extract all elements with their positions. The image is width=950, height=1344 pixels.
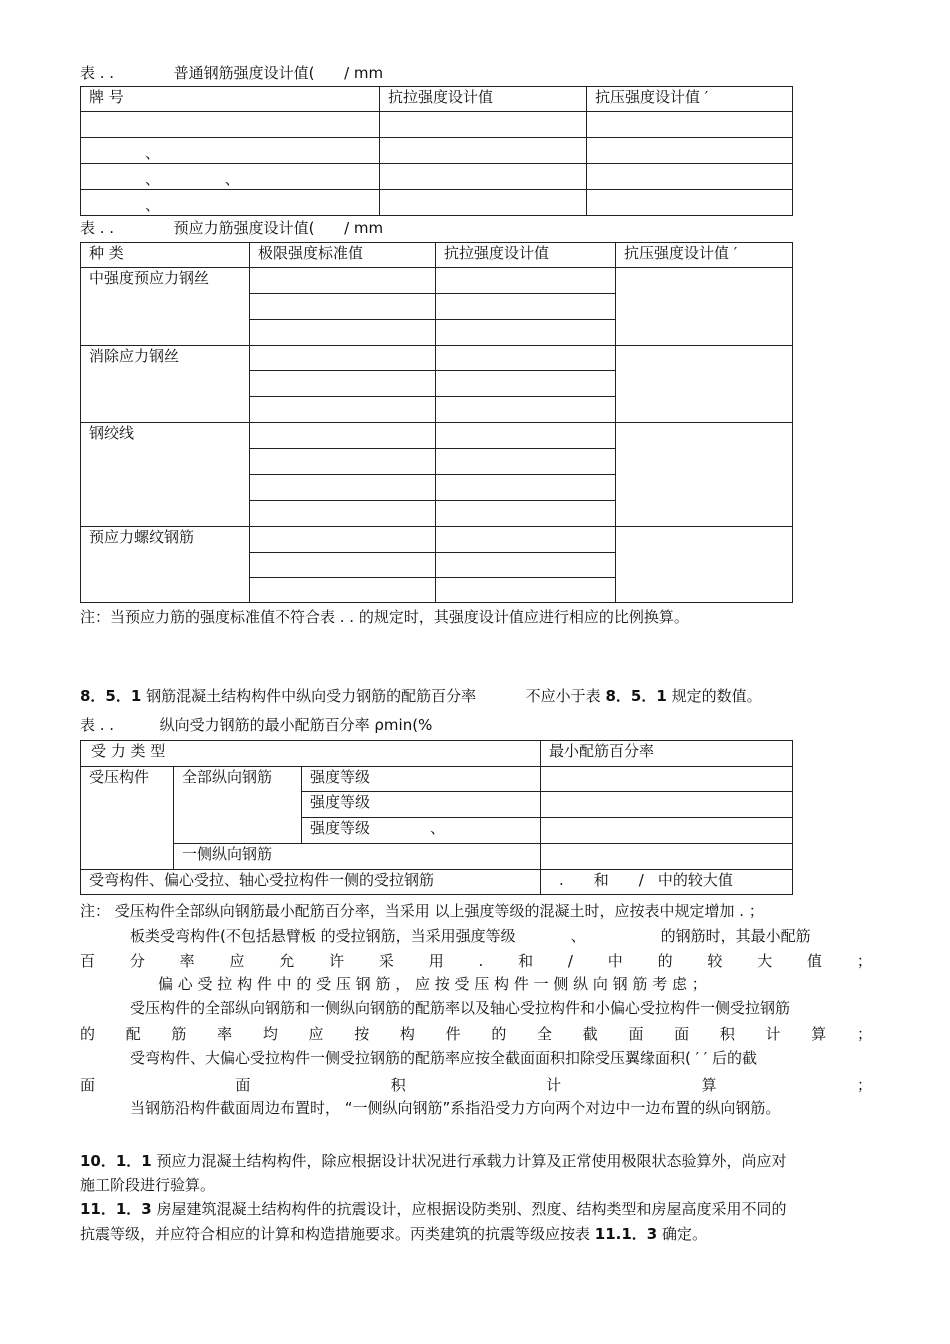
table2-caption-title: 预应力筋强度设计值( [173, 219, 315, 237]
section-1113-number: 11．1．3 [80, 1200, 152, 1218]
table-cell [250, 320, 436, 346]
note-char: / [567, 952, 573, 970]
note-3 [80, 949, 872, 974]
note-char: 全 [537, 1025, 553, 1043]
note-char: 的 [80, 1025, 96, 1043]
table-cell [380, 112, 587, 138]
note-char: 面 [80, 1076, 96, 1094]
table-cell: 、 、 [81, 164, 380, 190]
table3-grade3-label: 强度等级 [310, 819, 371, 837]
table-cell [541, 792, 793, 818]
section-851-text3: 规定的数值。 [671, 687, 762, 705]
table-cell [250, 423, 436, 449]
section-1113 [80, 1200, 787, 1218]
table2-group-label: 消除应力钢丝 [81, 346, 250, 423]
table-cell [380, 138, 587, 164]
note-char: ； [856, 1076, 872, 1094]
note-char: 和 [518, 952, 534, 970]
table3-header-value: 最小配筋百分率 [541, 741, 793, 767]
table3-all-longitudinal-label: 全部纵向钢筋 [174, 767, 302, 844]
note-char: 许 [329, 952, 345, 970]
table3-compression-label: 受压构件 [81, 767, 174, 870]
table-cell [250, 553, 436, 578]
table-cell [587, 138, 793, 164]
note-6 [80, 1022, 872, 1047]
table2-group-label: 钢绞线 [81, 423, 250, 527]
note-1: 注： 受压构件全部纵向钢筋最小配筋百分率，当采用 以上强度等级的混凝土时，应按表中规定增加 . ； [80, 902, 764, 920]
table-cell [616, 268, 793, 346]
table-cell [250, 397, 436, 423]
table-cell [250, 449, 436, 475]
table-cell [587, 112, 793, 138]
section-851-number: 8．5．1 [80, 687, 142, 705]
note-char: ； [856, 1025, 872, 1043]
section-1113-ref: 11.1．3 [594, 1225, 658, 1243]
section-1011 [80, 1152, 787, 1170]
section-1113-line2 [80, 1225, 707, 1243]
note-char: 计 [546, 1076, 562, 1094]
note-char: 允 [279, 952, 295, 970]
note-char: 采 [378, 952, 394, 970]
table2-group-label: 预应力螺纹钢筋 [81, 527, 250, 603]
note-char: 率 [217, 1025, 233, 1043]
note-char: 按 [354, 1025, 370, 1043]
table1-header-compressive: 抗压强度设计值 ′ [587, 87, 793, 112]
table-cell [616, 527, 793, 603]
table1-caption-unit: / mm [344, 64, 384, 82]
section-1011-text: 预应力混凝土结构构件，除应根据设计状况进行承载力计算及正常使用极限状态验算外，尚应对 [156, 1152, 787, 1170]
table-cell [587, 190, 793, 216]
note-2a: 板类受弯构件(不包括悬臂板 的受拉钢筋，当采用强度等级 [130, 927, 516, 945]
table3-caption-title: 纵向受力钢筋的最小配筋百分率 ρmin(% [159, 716, 433, 734]
note-char: 积 [390, 1076, 406, 1094]
note-char: 构 [399, 1025, 415, 1043]
table-cell [436, 346, 616, 371]
note-char: 均 [262, 1025, 278, 1043]
note-char: 面 [674, 1025, 690, 1043]
table3-flexural-value [541, 870, 793, 895]
table1-header-grade: 牌 号 [81, 87, 380, 112]
note-char: 大 [757, 952, 773, 970]
note-char: 的 [491, 1025, 507, 1043]
table-cell [250, 501, 436, 527]
note-4: 偏 心 受 拉 构 件 中 的 受 压 钢 筋 ， 应 按 受 压 构 件 一 侧 纵 向 钢 筋 考 虑 ； [158, 975, 707, 993]
table-cell [616, 423, 793, 527]
table-cell [587, 164, 793, 190]
table-cell [436, 397, 616, 423]
section-1113-text2a: 抗震等级，并应符合相应的计算和构造措施要求。丙类建筑的抗震等级应按表 [80, 1225, 591, 1243]
table-cell: 、 [81, 190, 380, 216]
table3-grade3-mark: 、 [430, 819, 446, 837]
note-char: 分 [129, 952, 145, 970]
table1-caption-title: 普通钢筋强度设计值( [173, 64, 315, 82]
note-char: 面 [235, 1076, 251, 1094]
note-char: . [478, 952, 484, 970]
table-cell [436, 449, 616, 475]
table2-note: 注：当预应力筋的强度标准值不符合表 . . 的规定时，其强度设计值应进行相应的比例换算。 [80, 608, 689, 626]
table-cell [616, 346, 793, 423]
section-851-text2: 不应小于表 [525, 687, 601, 705]
table-cell [380, 164, 587, 190]
section-1113-text2b: 确定。 [662, 1225, 708, 1243]
note-2c: 的钢筋时，其最小配筋 [660, 927, 811, 945]
note-char: 用 [428, 952, 444, 970]
flexural-value-c: / [638, 871, 644, 889]
table2-group-label: 中强度预应力钢丝 [81, 268, 250, 346]
note-char: 中 [607, 952, 623, 970]
note-char: 应 [229, 952, 245, 970]
table-cell [81, 112, 380, 138]
note-char: 算 [701, 1076, 717, 1094]
flexural-value-b: 和 [593, 871, 609, 889]
table2 [80, 242, 793, 603]
table2-caption-unit: / mm [344, 219, 384, 237]
note-char: 百 [80, 952, 96, 970]
note-5: 受压构件的全部纵向钢筋和一侧纵向钢筋的配筋率以及轴心受拉构件和小偏心受拉构件一侧受拉钢筋 [130, 999, 791, 1017]
table2-caption-prefix: 表 . . [80, 219, 115, 237]
flexural-value-a: . [559, 871, 564, 889]
table3-one-side-label: 一侧纵向钢筋 [174, 844, 541, 870]
table1-header-tensile: 抗拉强度设计值 [380, 87, 587, 112]
note-char: 面 [628, 1025, 644, 1043]
note-char: 率 [179, 952, 195, 970]
note-8 [80, 1073, 872, 1098]
table3-caption [80, 716, 432, 734]
table-cell [436, 501, 616, 527]
note-char: 的 [657, 952, 673, 970]
note-2b: 、 [570, 927, 586, 945]
note-char: 截 [582, 1025, 598, 1043]
table-cell [436, 527, 616, 553]
table-cell [250, 475, 436, 501]
flexural-value-d: 中的较大值 [657, 871, 733, 889]
table-cell [541, 767, 793, 792]
section-1011-number: 10．1．1 [80, 1152, 152, 1170]
table-cell [250, 268, 436, 294]
note-char: 应 [308, 1025, 324, 1043]
table-cell [250, 578, 436, 603]
table-cell [250, 371, 436, 397]
table-cell [436, 320, 616, 346]
note-7: 受弯构件、大偏心受拉构件一侧受拉钢筋的配筋率应按全截面面积扣除受压翼缘面积( ′ ′ 后的截 [130, 1049, 757, 1067]
section-1011-text2: 施工阶段进行验算。 [80, 1176, 216, 1194]
note-char: 算 [811, 1025, 827, 1043]
table3-grade3 [302, 818, 541, 844]
table-cell [436, 371, 616, 397]
table-cell [436, 423, 616, 449]
table-cell: 、 [81, 138, 380, 164]
section-851-ref: 8．5．1 [605, 687, 667, 705]
table3-grade1: 强度等级 [302, 767, 541, 792]
table2-header-standard: 极限强度标准值 [250, 243, 436, 268]
note-char: 配 [125, 1025, 141, 1043]
note-char: ； [856, 952, 872, 970]
table3-caption-prefix: 表 . . [80, 716, 115, 734]
note-char: 筋 [171, 1025, 187, 1043]
table3 [80, 740, 793, 895]
table-cell [541, 844, 793, 870]
table2-header-type: 种 类 [81, 243, 250, 268]
table3-flexural-label: 受弯构件、偏心受拉、轴心受拉构件一侧的受拉钢筋 [81, 870, 541, 895]
table-cell [436, 578, 616, 603]
table-cell [436, 268, 616, 294]
table2-caption [80, 219, 383, 237]
table-cell [436, 475, 616, 501]
table-cell [436, 294, 616, 320]
note-2 [130, 927, 811, 945]
table-cell [250, 527, 436, 553]
note-char: 较 [707, 952, 723, 970]
table3-grade2: 强度等级 [302, 792, 541, 818]
section-851 [80, 687, 762, 705]
table2-header-tensile: 抗拉强度设计值 [436, 243, 616, 268]
table3-header-type: 受 力 类 型 [81, 741, 541, 767]
table1-caption-prefix: 表 . . [80, 64, 115, 82]
table1 [80, 86, 793, 216]
table-cell [436, 553, 616, 578]
note-char: 值 [807, 952, 823, 970]
note-char: 计 [765, 1025, 781, 1043]
table1-caption [80, 64, 383, 82]
note-char: 积 [719, 1025, 735, 1043]
section-851-text: 钢筋混凝土结构构件中纵向受力钢筋的配筋百分率 [146, 687, 477, 705]
table-cell [380, 190, 587, 216]
table-cell [250, 294, 436, 320]
note-char: 件 [445, 1025, 461, 1043]
table-cell [250, 346, 436, 371]
table2-header-compressive: 抗压强度设计值 ′ [616, 243, 793, 268]
table-cell [541, 818, 793, 844]
section-1113-text: 房屋建筑混凝土结构构件的抗震设计，应根据设防类别、烈度、结构类型和房屋高度采用不同的 [156, 1200, 787, 1218]
note-9: 当钢筋沿构件截面周边布置时， “一侧纵向钢筋”系指沿受力方向两个对边中一边布置的纵向钢筋。 [130, 1099, 781, 1117]
